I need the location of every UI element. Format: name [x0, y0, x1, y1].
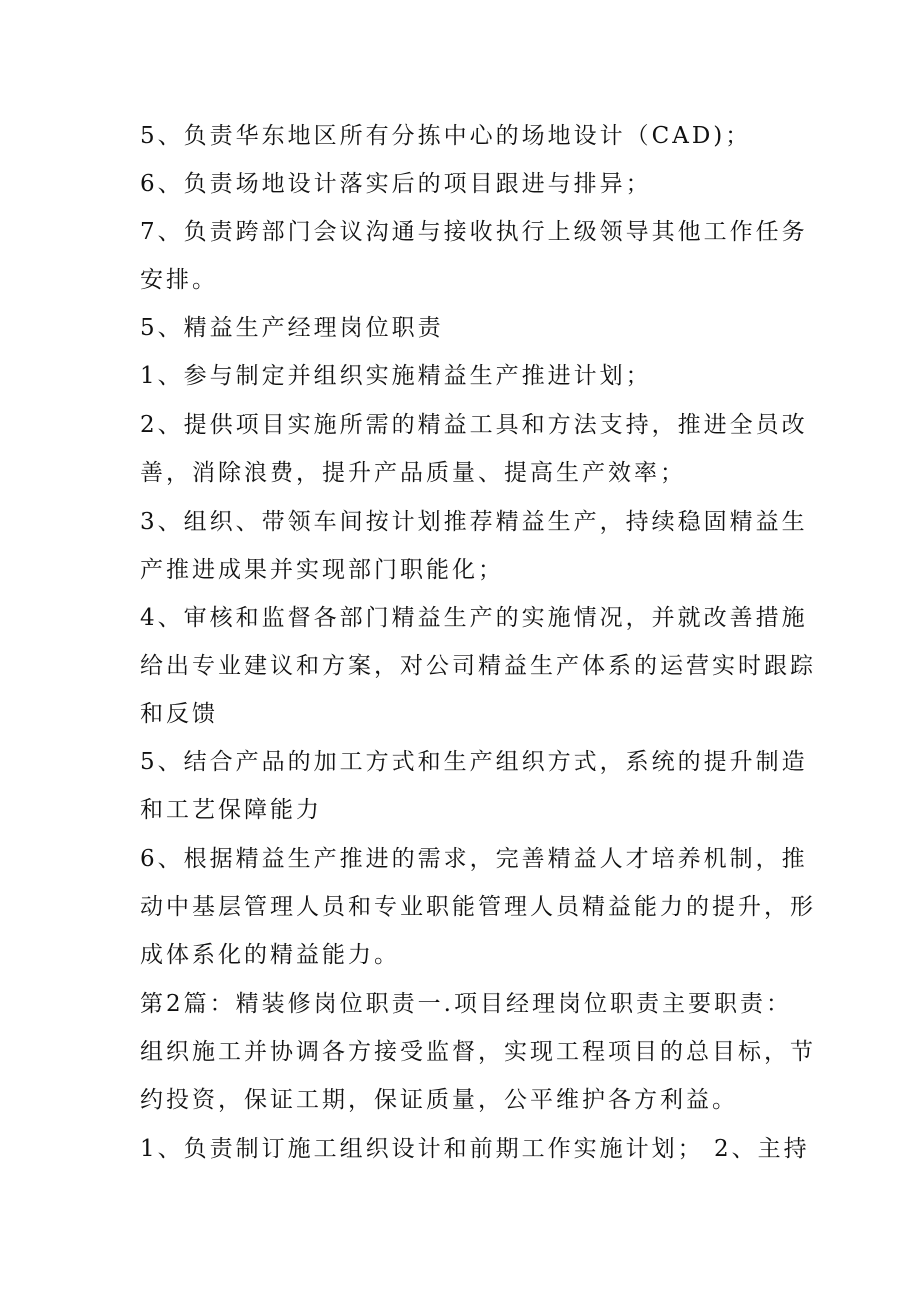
text-line: 和工艺保障能力 [140, 797, 322, 823]
text-line: 动中基层管理人员和专业职能管理人员精益能力的提升，形 [140, 894, 816, 920]
text-line: 5、结合产品的加工方式和生产组织方式，系统的提升制造 [140, 749, 808, 775]
text-line: 2、提供项目实施所需的精益工具和方法支持，推进全员改 [140, 412, 808, 438]
text-line: 6、根据精益生产推进的需求，完善精益人才培养机制，推 [140, 846, 808, 872]
text-line: 6、负责场地设计落实后的项目跟进与排异； [140, 171, 652, 197]
text-line: 安排。 [140, 267, 218, 293]
text-line: 5、负责华东地区所有分拣中心的场地设计（CAD)； [140, 123, 752, 149]
text-line: 产推进成果并实现部门职能化； [140, 557, 504, 583]
text-line: 组织施工并协调各方接受监督，实现工程项目的总目标，节 [140, 1039, 816, 1065]
section-heading: 第2篇：精装修岗位职责一.项目经理岗位职责主要职责： [140, 991, 792, 1017]
text-line: 约投资，保证工期，保证质量，公平维护各方利益。 [140, 1087, 738, 1113]
text-line: 7、负责跨部门会议沟通与接收执行上级领导其他工作任务 [140, 219, 808, 245]
text-line: 1、负责制订施工组织设计和前期工作实施计划； 2、主持 [140, 1136, 810, 1162]
text-line: 和反馈 [140, 701, 218, 727]
text-line: 给出专业建议和方案，对公司精益生产体系的运营实时跟踪 [140, 653, 816, 679]
text-line: 3、组织、带领车间按计划推荐精益生产，持续稳固精益生 [140, 509, 808, 535]
text-line: 善，消除浪费，提升产品质量、提高生产效率； [140, 460, 686, 486]
text-line: 1、参与制定并组织实施精益生产推进计划； [140, 363, 652, 389]
section-heading: 5、精益生产经理岗位职责 [140, 315, 444, 341]
text-line: 4、审核和监督各部门精益生产的实施情况，并就改善措施 [140, 605, 808, 631]
text-line: 成体系化的精益能力。 [140, 942, 400, 968]
